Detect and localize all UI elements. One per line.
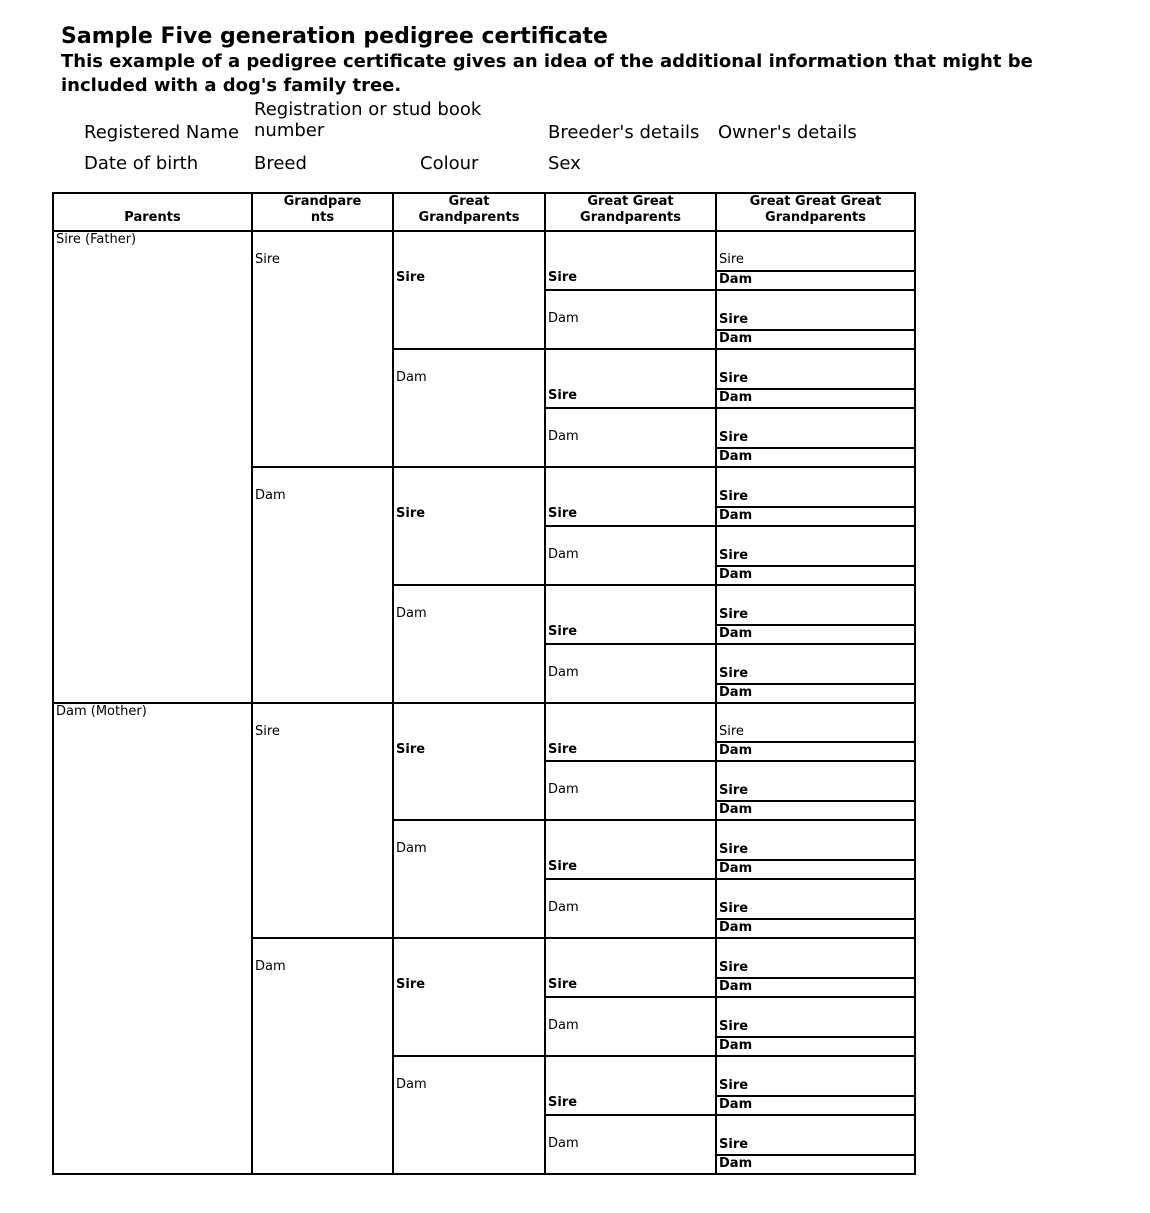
sire-father-label: Sire (Father) xyxy=(56,232,137,247)
sire-label: Sire xyxy=(719,1137,749,1152)
owners-details-label: Owner's details xyxy=(718,122,857,143)
document-intro: This example of a pedigree certificate gives an idea of the additional information that might be included with a dog's family tree. xyxy=(61,51,1033,96)
registered-name-label: Registered Name xyxy=(84,122,240,143)
sire-label: Sire xyxy=(548,1095,578,1111)
sire-label: Sire xyxy=(719,665,749,681)
pedigree-cell xyxy=(392,819,546,939)
sire-label: Sire xyxy=(719,783,749,799)
dam-label: Dam xyxy=(396,369,427,385)
sire-label: Sire xyxy=(719,960,749,976)
header-great-great-great-grandparents-label: Great Great Great Grandparents xyxy=(749,194,882,225)
dam-label: Dam xyxy=(719,861,753,877)
sex-label: Sex xyxy=(548,153,581,174)
sire-label: Sire xyxy=(719,901,749,917)
document-title: Sample Five generation pedigree certificate xyxy=(61,24,608,49)
dam-label: Dam xyxy=(719,1038,753,1054)
pedigree-cell xyxy=(392,348,546,468)
dam-label: Dam xyxy=(719,743,753,759)
dam-label: Dam xyxy=(719,979,753,995)
dam-label: Dam xyxy=(548,428,579,444)
dam-label: Dam xyxy=(719,1156,753,1171)
breed-label: Breed xyxy=(254,153,307,174)
dam-label: Dam xyxy=(719,625,753,641)
dam-label: Dam xyxy=(719,802,753,818)
header-grandparents xyxy=(251,192,394,232)
sire-label: Sire xyxy=(548,977,578,993)
header-parents xyxy=(52,192,253,232)
header-grandparents-label: Grandpare nts xyxy=(283,194,362,225)
pedigree-cell xyxy=(392,702,546,822)
dam-label: Dam xyxy=(719,1097,753,1113)
sire-label: Sire xyxy=(719,488,749,504)
sire-label: Sire xyxy=(548,505,578,521)
sire-label: Sire xyxy=(255,252,280,267)
dam-label: Dam xyxy=(548,900,579,916)
dam-label: Dam xyxy=(548,1018,579,1034)
dam-label: Dam xyxy=(719,389,753,405)
dam-label: Dam xyxy=(719,330,753,346)
sire-label: Sire xyxy=(719,1019,749,1035)
dam-label: Dam xyxy=(396,841,427,857)
dam-label: Dam xyxy=(719,684,753,700)
dam-label: Dam xyxy=(396,1077,427,1093)
sire-label: Sire xyxy=(396,505,426,521)
sire-label: Sire xyxy=(719,606,749,622)
sire-label: Sire xyxy=(548,859,578,875)
dam-label: Dam xyxy=(548,1136,579,1152)
dam-label: Dam xyxy=(719,920,753,936)
date-of-birth-label: Date of birth xyxy=(84,153,199,174)
header-great-great-grandparents-label: Great Great Grandparents xyxy=(580,194,681,225)
sire-label: Sire xyxy=(255,723,280,739)
pedigree-cell xyxy=(52,702,253,1176)
breeders-details-label: Breeder's details xyxy=(548,122,700,143)
pedigree-cell xyxy=(392,1055,546,1175)
header-parents-label: Parents xyxy=(124,210,181,225)
dam-label: Dam xyxy=(548,310,579,326)
sire-label: Sire xyxy=(719,547,749,563)
dam-label: Dam xyxy=(719,448,753,464)
dam-label: Dam xyxy=(255,487,286,503)
registration-label-line1: Registration or stud book xyxy=(254,99,482,120)
dam-label: Dam xyxy=(396,605,427,621)
registration-label-line2: number xyxy=(254,120,325,141)
sire-label: Sire xyxy=(548,623,578,639)
pedigree-cell xyxy=(715,230,916,272)
sire-label: Sire xyxy=(719,311,749,327)
colour-label: Colour xyxy=(420,153,479,174)
sire-label: Sire xyxy=(396,741,426,757)
pedigree-cell xyxy=(392,230,546,350)
sire-label: Sire xyxy=(719,429,749,445)
header-great-great-great-grandparents xyxy=(715,192,916,232)
sire-label: Sire xyxy=(719,252,744,267)
dam-label: Dam xyxy=(719,271,753,287)
header-great-great-grandparents xyxy=(544,192,717,232)
dam-label: Dam xyxy=(548,782,579,798)
dam-label: Dam xyxy=(548,664,579,680)
sire-label: Sire xyxy=(719,370,749,386)
dam-mother-label: Dam (Mother) xyxy=(56,703,147,719)
sire-label: Sire xyxy=(396,977,426,993)
pedigree-cell xyxy=(392,584,546,704)
dam-label: Dam xyxy=(255,959,286,975)
pedigree-cell xyxy=(52,230,253,704)
sire-label: Sire xyxy=(719,723,744,739)
dam-label: Dam xyxy=(548,546,579,562)
sire-label: Sire xyxy=(548,387,578,403)
sire-label: Sire xyxy=(548,741,578,757)
header-great-grandparents xyxy=(392,192,546,232)
sire-label: Sire xyxy=(548,270,578,285)
dam-label: Dam xyxy=(719,507,753,523)
sire-label: Sire xyxy=(719,842,749,858)
pedigree-cell xyxy=(392,937,546,1057)
sire-label: Sire xyxy=(396,270,426,285)
header-great-grandparents-label: Great Grandparents xyxy=(418,194,520,225)
dam-label: Dam xyxy=(719,566,753,582)
pedigree-cell xyxy=(715,702,916,744)
sire-label: Sire xyxy=(719,1078,749,1094)
pedigree-cell xyxy=(392,466,546,586)
